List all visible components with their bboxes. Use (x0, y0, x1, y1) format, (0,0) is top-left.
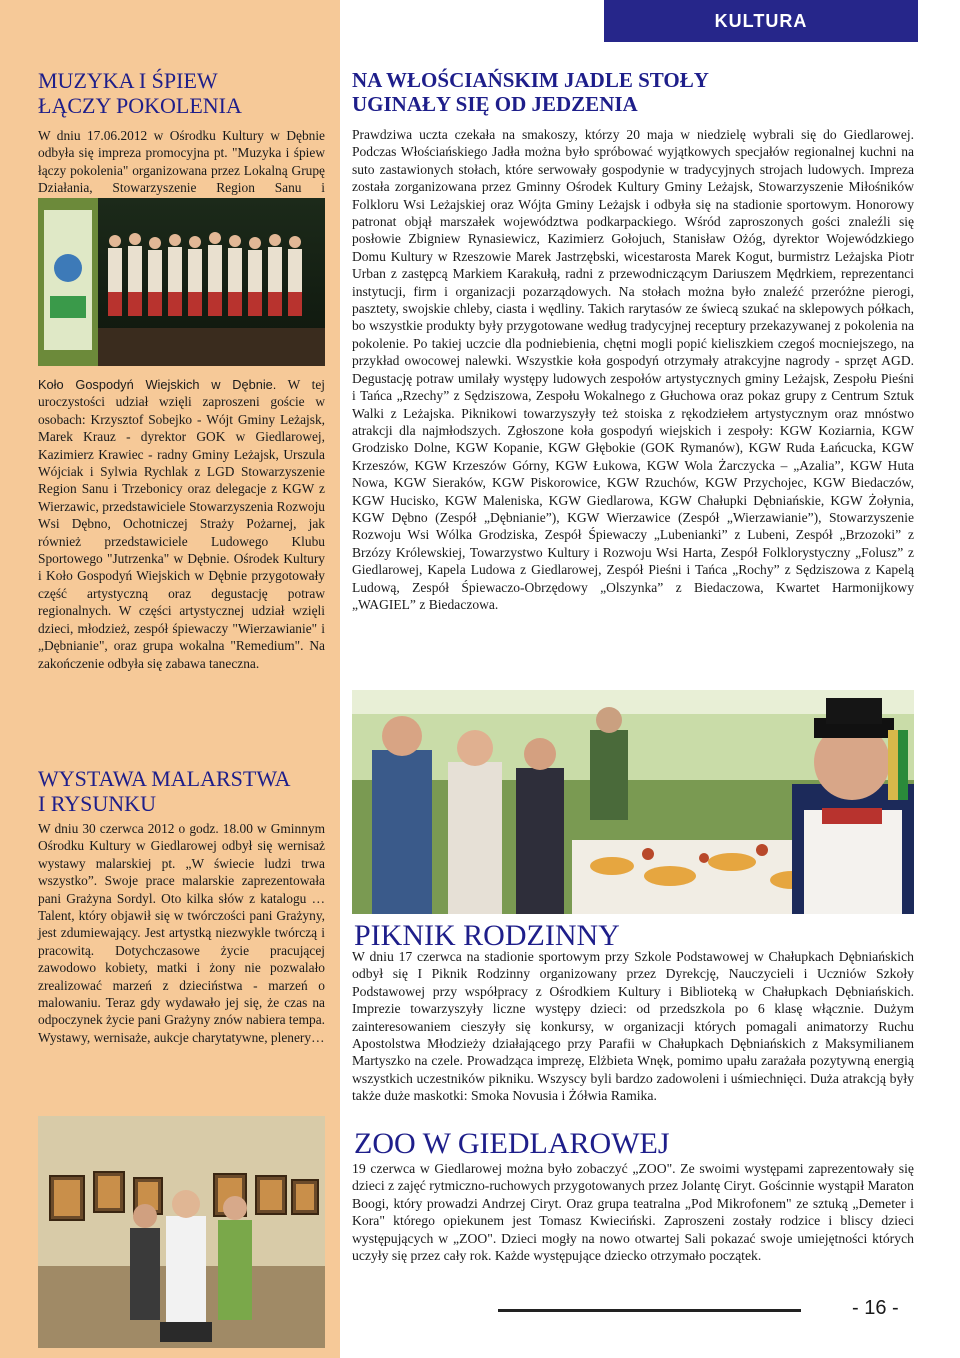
muzyka-title-line1: MUZYKA I ŚPIEW (38, 68, 218, 93)
muzyka-intro: W dniu 17.06.2012 w Ośrodku Kultury w Dębnie odbyła się impreza promocyjna pt. "Muzyka i śpiew łączy pokolenia" organizowana przez Lokalną Grupę Działania, Stowarzyszenie Region Sanu i (38, 128, 325, 196)
footer-rule (498, 1309, 801, 1312)
exhibition-photo (38, 1116, 325, 1348)
festival-photo-image (352, 690, 914, 914)
muzyka-title-line2: ŁĄCZY POKOLENIA (38, 93, 242, 118)
section-tag: KULTURA (604, 0, 918, 42)
page-number: - 16 - (852, 1297, 899, 1319)
choir-photo (38, 198, 325, 366)
muzyka-body (38, 376, 325, 672)
muzyka-title (38, 68, 242, 118)
wystawa-title-line2: I RYSUNKU (38, 791, 156, 816)
muzyka-body-lead: Koło Gospodyń Wiejskich w Dębnie. (38, 377, 277, 392)
festival-photo (352, 690, 914, 914)
jadle-body: Prawdziwa uczta czekała na smakoszy, którzy 20 maja w niedzielę wybrali się do Giedlarowej. Podczas Włościańskiego Jadła można było spróbować wyjątkowych specjałów regionalnej kuchni na suto zastawionych stołach, które serwowały gospodynie w tradycyjnych strojach ludowych. Impreza została zorganizowana przez Gminny Ośrodek Kultury Gminy Leżajsk, Stowarzyszenie Miłośników Folkloru Wsi Leżajskiej oraz Wójta Gminy Leżajsk i odbyła się na stadionie sportowym. Honorowy patronat objął marszałek województwa podkarpackiego. Wśród zaproszonych gości znaleźli się posłowie Zbigniew Rynasiewicz, Kazimierz Gołojuch, Stanisław Ożóg, dyrektor Wojewódzkiego Domu Kultury w Rzeszowie Marek Jastrzębski, wicestarosta Marek Kogut, burmistrz Leżajska Piotr Urban z zastępcą Markiem Karakułą, radni z przewodniczącym Dariuszem Mędrkiem, reprezentanci instytucji, firm i organizacji pozarządowych. Na stołach można było znaleźć przeróżne pierogi, pasztety, swojskie chleby, ciasta i wędliny. Takich rarytasów ze świecą szukać na sklepowych półkach, bo wszystkie produkty były przygotowane według tradycyjnej receptury przekazywanej z pokolenia na pokolenie. Po takiej uczcie dla podniebienia, chętni mogli popić kieliszkiem czegoś mocniejszego, na przykład owocowej nalewki. Wszystkie koła gospodyń otrzymały atrakcyjne nagrody - sprzęt AGD. Degustację potraw umilały występy ludowych zespołów artystycznych gminy Leżajsk, Zespołu Pieśni i Tańca „Rzechy” z Sędziszowa, Zespołu Wokalnego z Głuchowa oraz pokaz grupy z Centrum Sztuk Walki z Leżajska. Piknikowi towarzyszyły też stoiska z rękodziełem artystycznym oraz mnóstwo atrakcji dla najmłodszych. Zgłoszone koła gospodyń wiejskich i zespoły: KGW Koziarnia, KGW Grodzisko Dolne, KGW Kopanie, KGW Głębokie (GOK Rymanów), KGW Ruda Łańcucka, KGW Krzeszów, KGW Krzeszów Górny, KGW Łukowa, KGW Wola Żarczycka – „Azalia”, KGW Huta Nowa, KGW Sieraków, KGW Piskorowice, KGW Rzuchów, KGW Przychojec, KGW Biedaczów, KGW Hucisko, KGW Maleniska, KGW Giedlarowa, KGW Chałupki Dębniańskie, KGW Żołynia, KGW Dębno (Zespół „Dębnianie”), KGW Wierzawice (Zespół „Wierzawianie”), Stowarzyszenie Rozwoju Wsi Wólka Grodziska, Zespół Śpiewaczy „Lubenianki” z Lubeni, Zespół „Brzozoki” z Brzózy Królewskiej, Towarzystwo Kultury i Rozwoju Wsi Harta, Zespół Folklorystyczny „Folusz” z Giedlarowej, Kapela Ludowa z Giedlarowej, Zespół Pieśni i Tańca „Rochy” z Sędziszowa z Kapelą Ludową, Zespół Śpiewaczo-Obrzędowy „Olszynka” z Biedaczowa, Kwartet Harmonijkowy „WAGIEL” z Biedaczowa. (352, 127, 914, 612)
muzyka-body-text: W tej uroczystości udział wzięli zaproszeni goście w osobach: Krzysztof Sobejko - Wójt Gminy Leżajsk, Marek Krauz - dyrektor GOK w Giedlarowej, Kazimierz Krawiec - radny Gminy Leżajsk, Urszula Wójciak i Sylwia Rychlak z LGD Stowarzyszenie Region Sanu i Trzebonicy oraz delegacje z KGW z Wierzawic, przedstawiciele Stowarzyszenia Rozwoju Wsi Dębno, Ochotniczej Straży Pożarnej, jak również przedstawiciele Ludowego Klubu Sportowego "Jutrzenka" w Dębnie. Ośrodek Kultury i Koło Gospodyń Wiejskich w Dębnie przygotowały część artystyczną oraz degustację potraw regionalnych. W części artystycznej udział wzięli dzieci, młodzież, zespół śpiewaczy "Wierzawianie" i „Dębnianie", oraz grupa wokalna "Remedium". Na zakończenie odbyła się zabawa taneczna. (38, 377, 325, 671)
piknik-title: PIKNIK RODZINNY (354, 919, 620, 952)
piknik-body: W dniu 17 czerwca na stadionie sportowym przy Szkole Podstawowej w Chałupkach Dębniańskich odbył się I Piknik Rodzinny organizowany przez Dyrekcję, Nauczycieli i Uczniów Szkoły Podstawowej przy współpracy z Ośrodkiem Kultury i Biblioteką w Chałupkach Dębniańskich. Imprezie towarzyszyły liczne występy dzieci: od przedszkola po 6 klasę włącznie. Dużym zainteresowaniem cieszyły się konkursy, w organizacji których pomagali animatorzy Ruchu Apostolstwa Młodzieży działającego przy Parafii w Chałupkach Dębniańskich z Maksymilianem Martyszko na czele. Prowadząca imprezę, Elżbieta Wnęk, pomimo upału zarażała pozytywną energią wszystkich uczestników pikniku. Wszyscy byli bardzo zadowoleni i uśmiechnięci. Duża atrakcją były także duże maskotki: Smoka Novusia i Żółwia Ramika. (352, 949, 914, 1104)
jadle-title-line1: NA WŁOŚCIAŃSKIM JADLE STOŁY (352, 68, 709, 92)
zoo-title: ZOO W GIEDLAROWEJ (354, 1127, 670, 1160)
wystawa-body: W dniu 30 czerwca 2012 o godz. 18.00 w Gminnym Ośrodku Kultury w Giedlarowej odbył się wernisaż wystawy malarskiej pt. „W świecie ludzi trwa wszystko”. Swoje prace malarskie zaprezentowała pani Grażyna Sordyl. Oto kilka słów z katalogu …Talent, który objawił się w twórczości pani Grażyny, jest zdumiewający. Jest artystką niezwykle twórczą i pracowitą. Dotychczasowe życie pracującej zawodowo kobiety, matki i żony nie pozwalało zrealizować marzeń z dzieciństwa - marzeń o malowaniu. Teraz gdy wydawało jej się, że czas na odpoczynek życie pani Grażyny znów nabiera tempa. Wystawy, wernisaże, aukcje charytatywne, plenery… (38, 821, 325, 1045)
exhibition-photo-image (38, 1116, 325, 1348)
zoo-body: 19 czerwca w Giedlarowej można było zobaczyć „ZOO". Ze swoimi występami zaprezentowały się dzieci z zajęć rytmiczno-ruchowych przygotowanych przez Jolantę Ciryt. Gościnnie wystąpił Maraton Boogi, który prowadzi Andrzej Ciryt. Oraz grupa teatralna „Pod Mikrofonem" ze sztuką „Demeter i Kora" którego opiekunem jest Tomasz Kwieciński. Zaproszeni zostały rodzice i bliscy dzieci występujących w „ZOO". Dzieci mogły na nowo otwartej Sali pokazać swoje umiejętności których uczyły się przez cały rok. Każde występujące dziecko otrzymało początek. (352, 1161, 914, 1264)
wystawa-title-line1: WYSTAWA MALARSTWA (38, 766, 291, 791)
jadle-title-line2: UGINAŁY SIĘ OD JEDZENIA (352, 92, 638, 116)
choir-photo-image (38, 198, 325, 366)
jadle-title (352, 68, 709, 116)
wystawa-title (38, 766, 291, 816)
